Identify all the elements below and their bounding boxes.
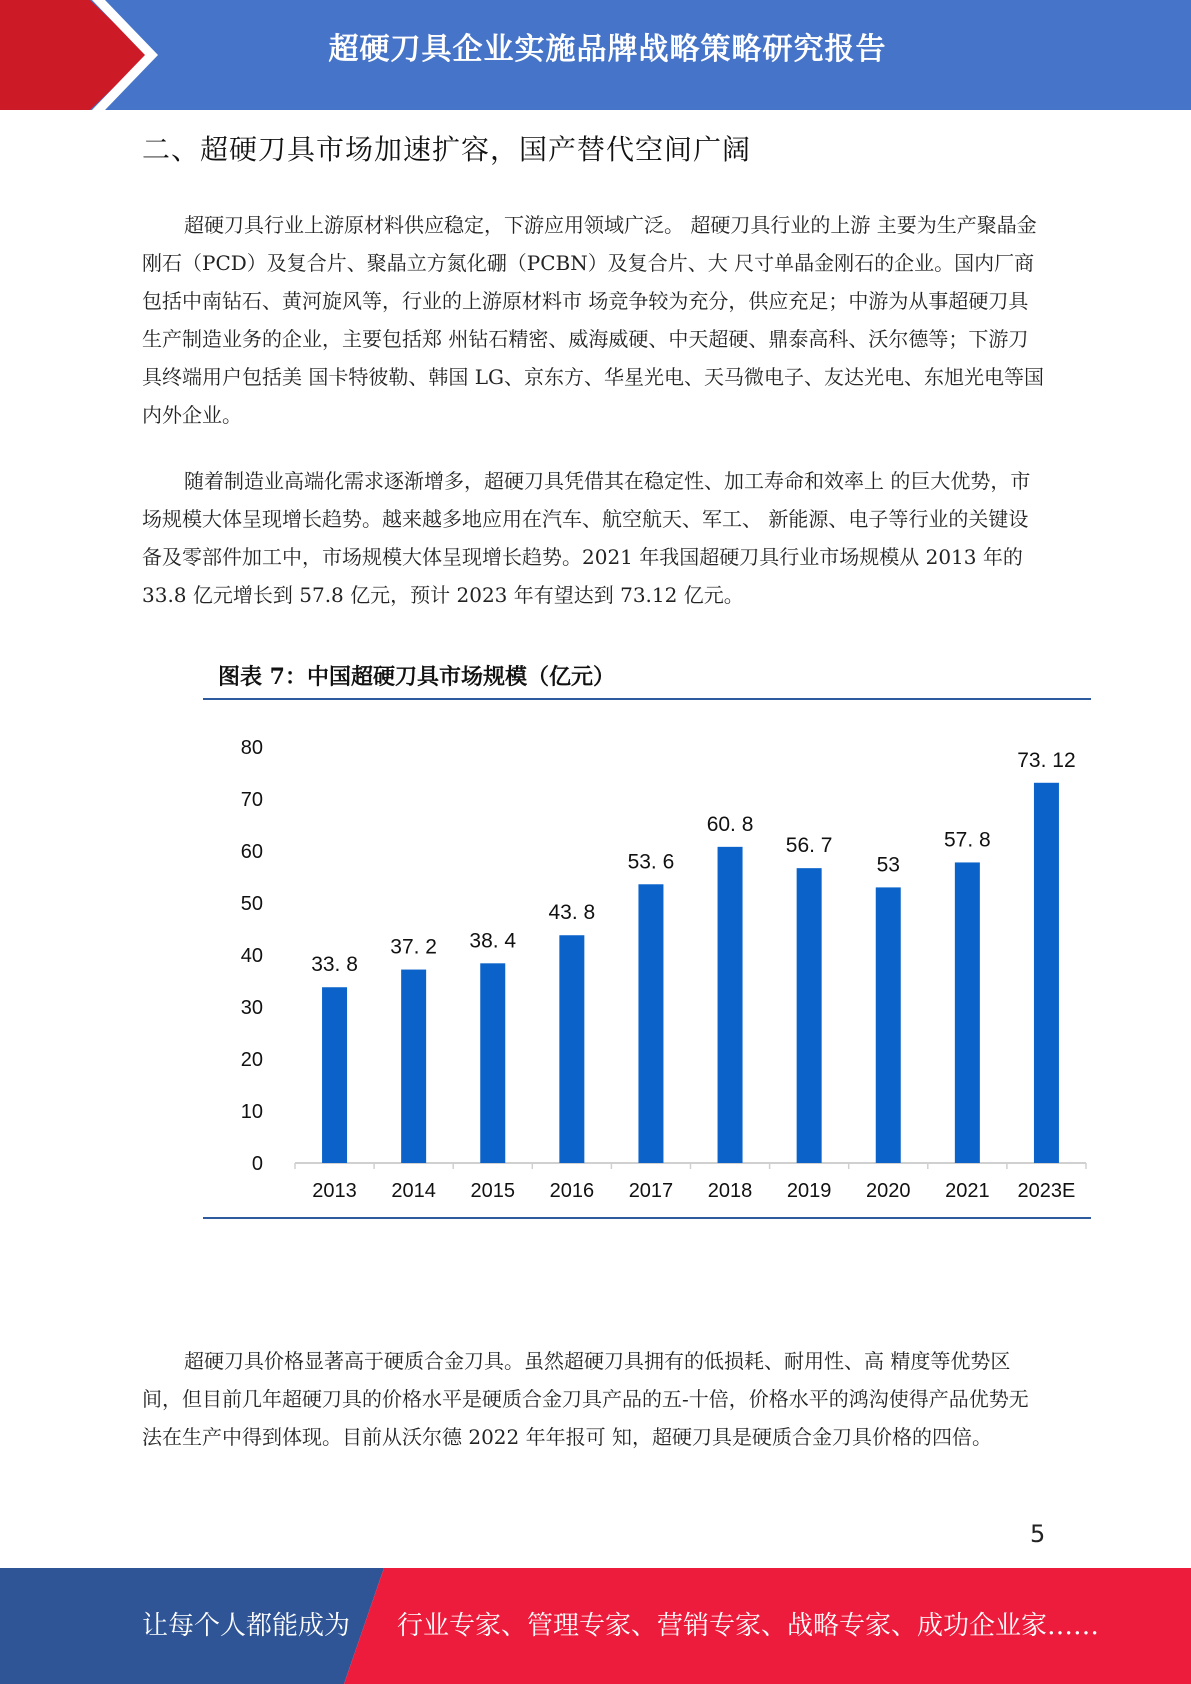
data-label-2013: 33. 8 [311,953,358,977]
data-label-2014: 37. 2 [390,935,438,959]
data-label-2016: 43. 8 [548,901,596,925]
y-tick-label: 20 [240,1049,263,1071]
footer-slogan-left: 让每个人都能成为 [142,1611,351,1641]
bar-2021 [955,862,980,1163]
footer-slogan-right: 行业专家、管理专家、营销专家、战略专家、成功企业家…… [397,1611,1100,1641]
bar-2013 [322,987,347,1163]
figure-title: 图表 7：中国超硬刀具市场规模（亿元） [218,664,615,690]
x-tick-label-2014: 2014 [391,1180,436,1202]
bar-2014 [401,970,426,1163]
bar-2020 [876,887,901,1163]
figure-bottom-rule [203,1217,1091,1219]
section-heading: 二、超硬刀具市场加速扩容，国产替代空间广阔 [142,133,752,166]
report-title: 超硬刀具企业实施品牌战略策略研究报告 [328,32,887,67]
y-tick-label: 0 [251,1153,263,1175]
page-header [0,0,1191,110]
y-tick-label: 70 [240,789,263,811]
page-footer [0,1568,1191,1684]
bar-2015 [480,963,505,1163]
market-size-bar-chart [203,703,1091,1215]
data-label-2015: 38. 4 [469,929,517,953]
data-label-2020: 53 [876,853,900,877]
x-tick-label-2023E: 2023E [1017,1180,1076,1202]
x-tick-label-2016: 2016 [549,1180,595,1202]
paragraph-price-comparison: 超硬刀具价格显著高于硬质合金刀具。虽然超硬刀具拥有的低损耗、耐用性、高 精度等优势区间，但目前几年超硬刀具的价格水平是硬质合金刀具产品的五-十倍，价格水平的鸿沟使得产品优势无法在生产中得到体现。目前从沃尔德 2022 年年报可 知，超硬刀具是硬质合金刀具价格的四倍。 [142,1349,1029,1449]
bar-2019 [797,868,822,1163]
data-label-2023E: 73. 12 [1017,748,1076,772]
bar-2016 [559,935,584,1163]
x-tick-label-2019: 2019 [786,1180,832,1202]
y-tick-label: 40 [240,945,263,967]
y-tick-label: 10 [240,1101,263,1123]
x-tick-label-2020: 2020 [866,1180,911,1202]
paragraph-market-growth: 随着制造业高端化需求逐渐增多，超硬刀具凭借其在稳定性、加工寿命和效率上 的巨大优势，市场规模大体呈现增长趋势。越来越多地应用在汽车、航空航天、军工、 新能源、电子等行业的关键设备及零部件加工中，市场规模大体呈现增长趋势。2021 年我国超硬刀具行业市场规模从 2013 年的 33.8 亿元增长到 57.8 亿元，预计 2023 年有望达到 73.12 亿元。 [142,469,1031,607]
x-tick-label-2018: 2018 [707,1180,753,1202]
x-tick-label-2017: 2017 [628,1180,674,1202]
y-tick-label: 80 [240,737,263,759]
x-tick-label-2021: 2021 [945,1180,990,1202]
x-tick-label-2015: 2015 [470,1180,515,1202]
data-label-2018: 60. 8 [706,812,754,836]
y-tick-label: 50 [240,893,263,915]
bar-2018 [718,847,743,1163]
figure-top-rule [203,698,1091,700]
y-tick-label: 60 [240,841,263,863]
y-tick-label: 30 [240,997,263,1019]
paragraph-industry-chain: 超硬刀具行业上游原材料供应稳定，下游应用领域广泛。 超硬刀具行业的上游 主要为生产聚晶金刚石（PCD）及复合片、聚晶立方氮化硼（PCBN）及复合片、大 尺寸单晶金刚石的企业。国内厂商包括中南钻石、黄河旋风等，行业的上游原材料市 场竞争较为充分，供应充足；中游为从事超硬刀具生产制造业务的企业，主要包括郑 州钻石精密、威海威硬、中天超硬、鼎泰高科、沃尔德等；下游刀具终端用户包括美 国卡特彼勒、韩国 LG、京东方、华星光电、天马微电子、友达光电、东旭光电等国 内外企业。 [142,213,1044,427]
data-label-2017: 53. 6 [627,850,675,874]
bar-2017 [638,884,663,1163]
bar-2023E [1034,783,1059,1163]
x-tick-label-2013: 2013 [312,1180,357,1202]
data-label-2021: 57. 8 [943,828,991,852]
page-number: 5 [1030,1520,1046,1548]
data-label-2019: 56. 7 [785,834,833,858]
